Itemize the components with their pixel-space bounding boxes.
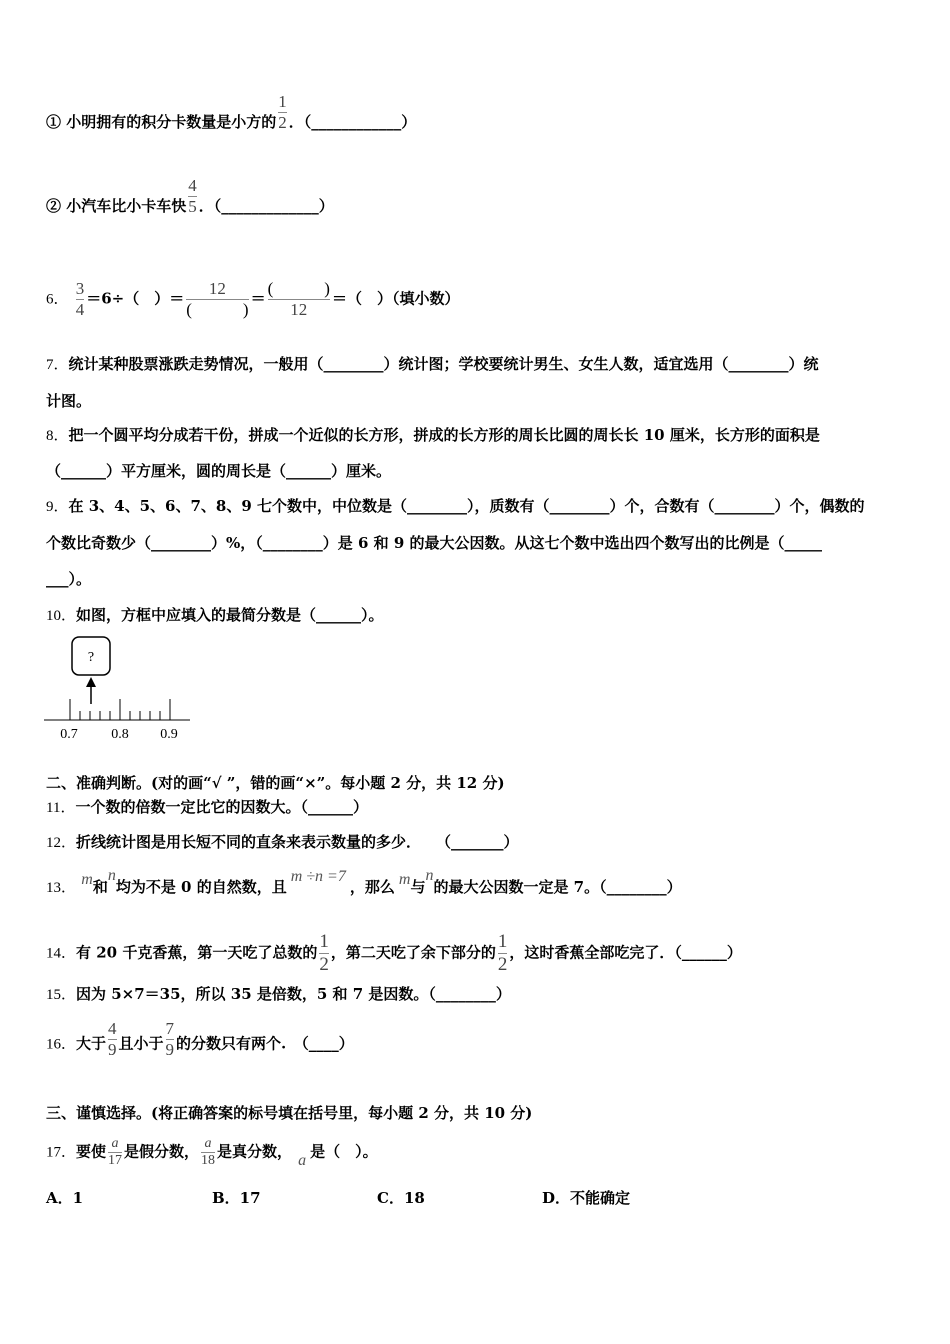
item-2-text: ② 小汽车比小卡车快 [46, 197, 187, 215]
denominator: 17 [108, 1153, 123, 1168]
question-text: 且小于 [118, 1034, 164, 1053]
expression: m ÷n =7 [290, 868, 346, 885]
numerator: 3 [75, 279, 85, 298]
question-text: （______）平方厘米，圆的周长是（______）厘米。 [46, 462, 392, 480]
answer-box-question-mark: ? [87, 650, 95, 665]
fraction-blank [268, 280, 330, 319]
fraction [166, 1020, 175, 1059]
question-text: 是真分数， [217, 1142, 293, 1161]
variable-n: n [425, 867, 434, 884]
variable-m: m [398, 871, 411, 888]
numerator: 12 [208, 279, 226, 298]
tick-label-0-8: 0.8 [111, 727, 129, 742]
question-number: 15． [46, 987, 77, 1003]
denominator: 9 [165, 1040, 175, 1059]
equals-sign: ＝ [250, 289, 266, 308]
fraction [76, 280, 85, 319]
question-number: 14． [46, 945, 77, 962]
question-text: ，这时香蕉全部吃完了．（______） [509, 943, 742, 962]
question-12 [46, 832, 519, 853]
question-14 [46, 932, 742, 975]
fraction [278, 93, 287, 132]
question-text: 均为不是 0 的自然数，且 [115, 878, 287, 896]
variable-a: a [298, 1151, 307, 1169]
question-text: 要使 [76, 1142, 107, 1161]
numerator: a [204, 1136, 212, 1151]
question-number: 13． [46, 880, 77, 896]
arrow-icon [86, 677, 96, 687]
question-text: 统计某种股票涨跌走势情况，一般用（________）统计图；学校要统计男生、女生人数，适宜选用（________）统 [68, 355, 819, 373]
question-text: ___）。 [46, 570, 92, 588]
question-number: 8． [46, 428, 69, 444]
question-text: 是（ ）。 [310, 1142, 378, 1161]
question-text: 因为 5×7＝35，所以 35 是倍数，5 和 7 是因数。（________） [76, 985, 511, 1003]
question-text: 把一个圆平均分成若干份，拼成一个近似的长方形，拼成的长方形的周长比圆的周长长 10 厘米，长方形的面积是 [68, 426, 820, 444]
answer-blank: ．（_____________） [198, 197, 334, 215]
number-line-figure [40, 632, 200, 744]
tick-label-0-7: 0.7 [60, 727, 78, 742]
denominator: 9 [108, 1040, 117, 1059]
numerator: ( ) [267, 279, 330, 298]
denominator: 12 [290, 300, 308, 319]
question-text: 计图。 [46, 392, 92, 410]
fraction [188, 177, 197, 216]
question-11 [46, 797, 368, 818]
question-text: 与 [410, 878, 426, 896]
numerator: 4 [188, 175, 197, 195]
denominator: ( ) [186, 300, 249, 319]
question-13 [46, 867, 682, 898]
question-text: 个数比奇数少（________）%，（________）是 6 和 9 的最大公因数。从这七个数中选出四个数写出的比例是（_____ [46, 534, 823, 552]
denominator: 18 [201, 1153, 216, 1168]
section-3-title: 三、谨慎选择。(将正确答案的标号填在括号里，每小题 2 分，共 10 分) [46, 1104, 533, 1122]
question-9-cont [46, 533, 822, 553]
question-text: ，第二天吃了余下部分的 [330, 943, 496, 962]
question-text: 和 [92, 878, 108, 896]
equation-part: ＝（ ）（填小数） [331, 289, 460, 308]
question-16 [46, 1019, 354, 1059]
item-1 [46, 91, 417, 132]
variable-n: n [107, 867, 116, 884]
variable-m: m [81, 871, 93, 888]
question-text: 的分数只有两个. （____） [176, 1034, 354, 1053]
question-number: 16． [46, 1036, 77, 1053]
fraction [108, 1137, 122, 1168]
numerator: 4 [108, 1019, 117, 1038]
question-text: 有 20 千克香蕉，第一天吃了总数的 [76, 943, 318, 962]
fraction [108, 1020, 117, 1059]
fraction-blank [186, 280, 248, 319]
question-text: 一个数的倍数一定比它的因数大。（______） [75, 798, 368, 816]
fraction [498, 932, 508, 975]
question-9-cont2 [46, 569, 91, 589]
question-15 [46, 984, 511, 1005]
question-text: 的最大公因数一定是 7。（________） [433, 878, 682, 896]
numerator: 1 [319, 931, 329, 952]
item-2 [46, 175, 334, 216]
question-text: 大于 [76, 1034, 107, 1053]
question-8 [46, 425, 820, 446]
question-17 [46, 1137, 378, 1168]
option-a[interactable]: A．1 [46, 1189, 84, 1207]
question-9 [46, 496, 865, 517]
equation-part: ＝6÷（ ）＝ [86, 289, 185, 308]
option-d[interactable]: D．不能确定 [542, 1189, 631, 1207]
ticks [70, 699, 170, 720]
question-number: 9． [46, 499, 69, 515]
option-c[interactable]: C．18 [377, 1189, 425, 1207]
question-6 [46, 280, 459, 319]
question-10 [46, 605, 384, 626]
question-text: 是假分数， [124, 1142, 200, 1161]
item-1-text: ① 小明拥有的积分卡数量是小方的 [46, 113, 277, 131]
question-text: ，那么 [349, 878, 395, 896]
question-text: 在 3、4、5、6、7、8、9 七个数中，中位数是（________），质数有（________）个，合数有（________）个，偶数的 [68, 497, 865, 515]
denominator: 2 [319, 954, 329, 975]
fraction [319, 932, 329, 975]
question-number: 10． [46, 608, 77, 624]
fraction [201, 1137, 215, 1168]
question-8-cont [46, 461, 391, 481]
question-number: 12． [46, 835, 77, 851]
numerator: 1 [278, 91, 287, 111]
numerator: 7 [165, 1019, 175, 1038]
numerator: 1 [497, 931, 508, 952]
denominator: 5 [188, 196, 197, 216]
question-text: 折线统计图是用长短不同的直条来表示数量的多少． （_______） [76, 833, 519, 851]
question-7-cont [46, 391, 91, 411]
question-number: 6． [46, 291, 69, 308]
question-number: 7． [46, 357, 69, 373]
denominator: 2 [497, 954, 508, 975]
denominator: 4 [75, 300, 85, 319]
question-number: 11． [46, 800, 76, 816]
denominator: 2 [278, 112, 287, 132]
tick-label-0-9: 0.9 [160, 727, 178, 742]
option-b[interactable]: B．17 [212, 1189, 261, 1207]
section-2-title: 二、准确判断。(对的画“√ ”，错的画“×”。每小题 2 分，共 12 分) [46, 774, 505, 792]
question-text: 如图，方框中应填入的最简分数是（______）。 [76, 606, 384, 624]
question-number: 17． [46, 1144, 77, 1161]
answer-blank: ．（____________） [288, 113, 417, 131]
question-7 [46, 354, 906, 375]
numerator: a [111, 1136, 119, 1151]
